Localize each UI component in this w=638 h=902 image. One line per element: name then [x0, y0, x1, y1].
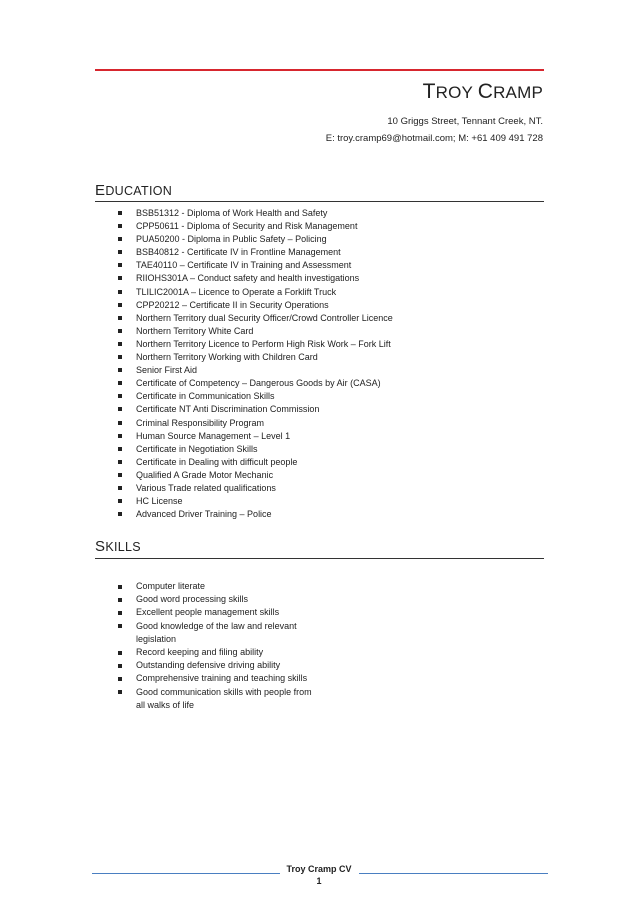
skill-item: Comprehensive training and teaching skills [117, 672, 316, 685]
education-item: Various Trade related qualifications [117, 482, 393, 495]
education-item: PUA50200 - Diploma in Public Safety – Policing [117, 233, 393, 246]
name-first-initial: T [422, 80, 436, 103]
footer-title: Troy Cramp CV [286, 864, 352, 874]
education-item: HC License [117, 495, 393, 508]
header-rule [95, 69, 544, 71]
education-item: RIIOHS301A – Conduct safety and health investigations [117, 272, 393, 285]
skill-item: Good knowledge of the law and relevant legislation [117, 620, 316, 646]
education-item: Qualified A Grade Motor Mechanic [117, 469, 393, 482]
education-rule [95, 201, 544, 202]
education-item: TAE40110 – Certificate IV in Training and Assessment [117, 259, 393, 272]
skills-heading-initial: S [95, 538, 106, 555]
education-item: BSB51312 - Diploma of Work Health and Safety [117, 207, 393, 220]
education-item: Senior First Aid [117, 364, 393, 377]
education-item: BSB40812 - Certificate IV in Frontline Management [117, 246, 393, 259]
skills-heading-rest: KILLS [105, 540, 141, 554]
education-item: Human Source Management – Level 1 [117, 430, 393, 443]
contact-details: E: troy.cramp69@hotmail.com; M: +61 409 491 728 [325, 133, 543, 144]
education-item: Northern Territory Working with Children Card [117, 351, 393, 364]
education-item: TLILIC2001A – Licence to Operate a Forklift Truck [117, 286, 393, 299]
education-item: Certificate in Negotiation Skills [117, 443, 393, 456]
education-heading [95, 182, 172, 199]
education-item: Certificate in Dealing with difficult people [117, 456, 393, 469]
education-heading-rest: DUCATION [105, 184, 173, 198]
education-list [117, 207, 393, 521]
skill-item: Outstanding defensive driving ability [117, 659, 316, 672]
skill-item: Good communication skills with people from all walks of life [117, 686, 316, 712]
education-item: CPP20212 – Certificate II in Security Operations [117, 299, 393, 312]
education-item: Northern Territory White Card [117, 325, 393, 338]
skill-item: Good word processing skills [117, 593, 316, 606]
name-last-initial: C [477, 80, 494, 103]
education-item: Certificate of Competency – Dangerous Goods by Air (CASA) [117, 377, 393, 390]
education-item: CPP50611 - Diploma of Security and Risk Management [117, 220, 393, 233]
education-item: Criminal Responsibility Program [117, 417, 393, 430]
skills-list [117, 580, 316, 712]
education-item: Northern Territory Licence to Perform High Risk Work – Fork Lift [117, 338, 393, 351]
skill-item: Excellent people management skills [117, 606, 316, 619]
education-item: Certificate in Communication Skills [117, 390, 393, 403]
skills-rule [95, 558, 544, 559]
address: 10 Griggs Street, Tennant Creek, NT. [387, 116, 543, 127]
education-item: Northern Territory dual Security Officer/Crowd Controller Licence [117, 312, 393, 325]
skill-item: Computer literate [117, 580, 316, 593]
education-item: Advanced Driver Training – Police [117, 508, 393, 521]
name-first-rest: ROY [435, 83, 473, 102]
page-number: 1 [316, 876, 322, 886]
skills-heading [95, 538, 141, 555]
applicant-name [423, 80, 543, 104]
education-heading-initial: E [95, 182, 106, 199]
skill-item: Record keeping and filing ability [117, 646, 316, 659]
education-item: Certificate NT Anti Discrimination Commission [117, 403, 393, 416]
name-last-rest: RAMP [493, 83, 543, 102]
